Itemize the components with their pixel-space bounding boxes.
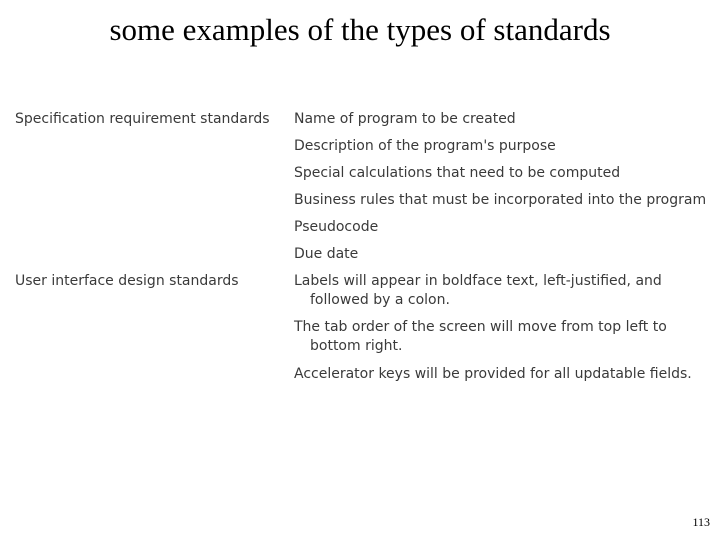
page-number: 113 <box>692 515 710 529</box>
standard-item: Special calculations that need to be computed <box>294 165 621 181</box>
category-label: Specification requirement standards <box>15 111 270 127</box>
standard-item: Name of program to be created <box>294 111 516 127</box>
standard-item-line-2: bottom right. <box>310 338 403 354</box>
slide-title: some examples of the types of standards <box>109 12 611 47</box>
standard-item-line-1: The tab order of the screen will move from top left to <box>294 319 667 335</box>
category-label: User interface design standards <box>15 273 239 289</box>
standard-item: Due date <box>294 246 359 262</box>
standard-item-line-1: Labels will appear in boldface text, left-justified, and <box>294 273 662 289</box>
standard-item: Business rules that must be incorporated into the program <box>294 192 707 208</box>
standard-item-line-2: followed by a colon. <box>310 292 450 308</box>
standard-item: Pseudocode <box>294 219 379 235</box>
standard-item: Description of the program's purpose <box>294 138 556 154</box>
standard-item: Accelerator keys will be provided for all updatable fields. <box>294 366 692 382</box>
